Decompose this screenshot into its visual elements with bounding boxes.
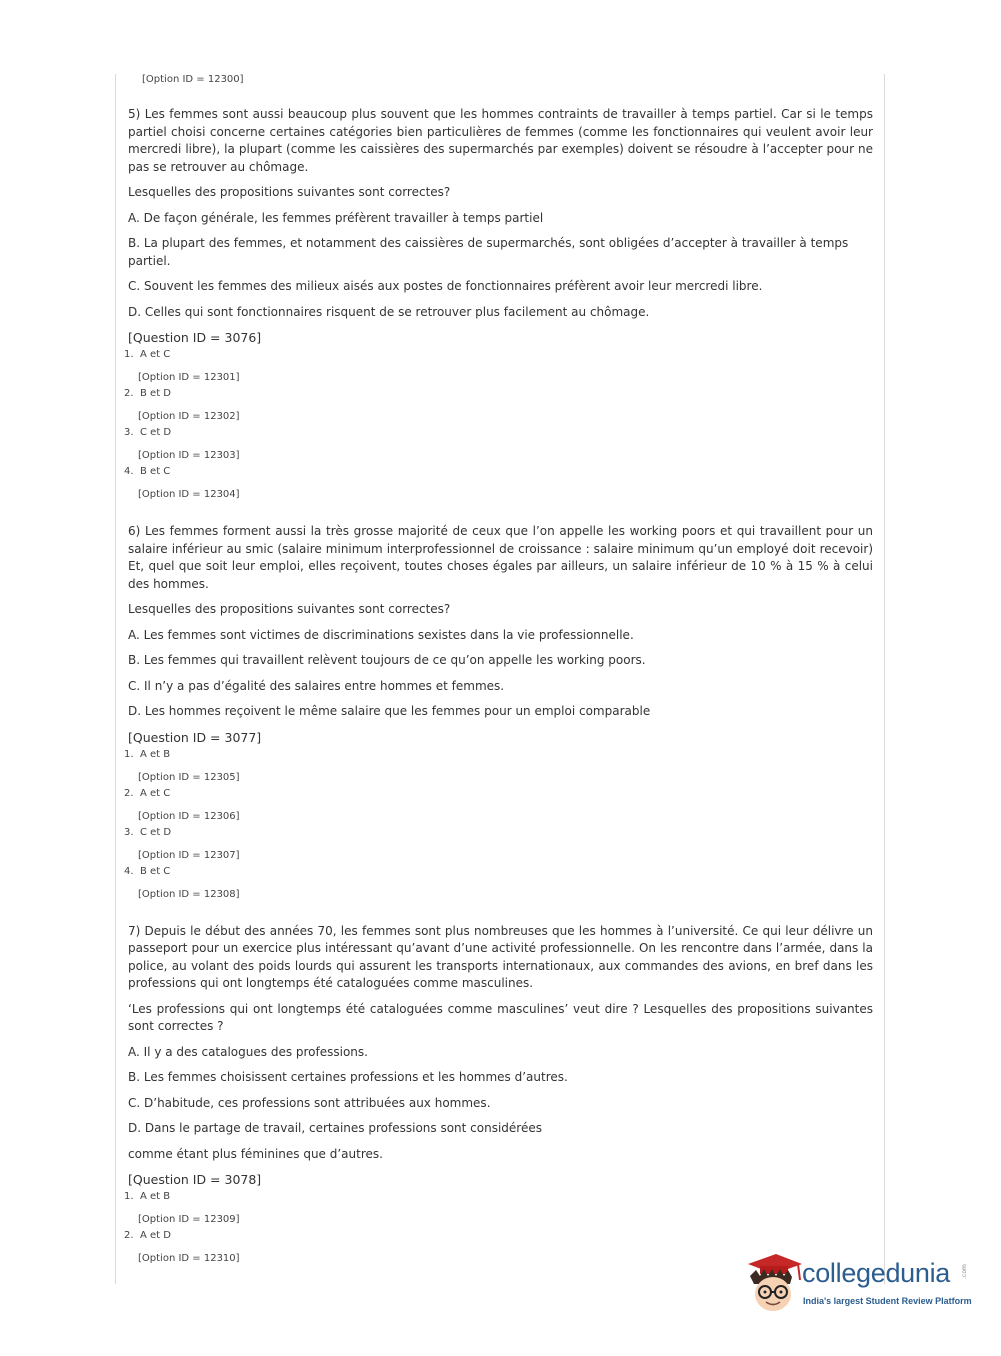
- option-label: B et C: [140, 466, 171, 477]
- answer-option[interactable]: [124, 464, 873, 503]
- statement: A. Il y a des catalogues des professions.: [128, 1044, 368, 1059]
- answer-option[interactable]: [124, 1189, 873, 1228]
- collegedunia-logo[interactable]: [742, 1250, 972, 1322]
- option-id: [Option ID = 12300]: [142, 74, 244, 85]
- statement: A. De façon générale, les femmes préfèrent travailler à temps partiel: [128, 210, 544, 225]
- option-label: C et D: [140, 826, 172, 838]
- option-id: [Option ID = 12306]: [138, 810, 240, 822]
- answer-option[interactable]: [124, 747, 873, 786]
- option-label: A et B: [140, 748, 171, 760]
- option-id: [Option ID = 12302]: [138, 411, 240, 422]
- option-label: A et C: [140, 787, 171, 799]
- statement: D. Dans le partage de travail, certaines professions sont considérées: [128, 1121, 542, 1135]
- option-id: [Option ID = 12303]: [138, 450, 240, 461]
- option-number: 2.: [124, 1230, 134, 1241]
- option-label: A et B: [140, 1191, 171, 1202]
- option-number: 3.: [124, 826, 134, 838]
- option-number: 1.: [124, 349, 134, 360]
- option-id: [Option ID = 12305]: [138, 771, 240, 783]
- question-text: 7) Depuis le début des années 70, les femmes sont plus nombreuses que les hommes à l’université. Ce qui leur délivre un passeport pour un exercice plus intéressant qu’avant d’une activité professionnelle. On les rencontre dans l’armée, dans la police, au volant des poids lourds qui assurent les transports internationaux, aux commandes des avions, en bref dans les professions qui ont longtemps été cataloguées comme masculines.: [128, 923, 873, 990]
- statement: C. D’habitude, ces professions sont attribuées aux hommes.: [128, 1095, 491, 1110]
- option-number: 4.: [124, 466, 134, 477]
- question-prompt: Lesquelles des propositions suivantes sont correctes?: [128, 185, 451, 199]
- logo-suffix: .com: [960, 1264, 968, 1279]
- option-label: A et C: [140, 349, 171, 360]
- question-id: [Question ID = 3078]: [128, 1172, 262, 1187]
- answer-option[interactable]: [124, 786, 873, 825]
- answer-option[interactable]: [124, 347, 873, 386]
- option-id: [Option ID = 12310]: [138, 1253, 240, 1264]
- option-number: 3.: [124, 427, 134, 438]
- answer-option[interactable]: [124, 386, 873, 425]
- question-text: 6) Les femmes forment aussi la très grosse majorité de ceux que l’on appelle les working poors et qui travaillent pour un salaire inférieur au smic (salaire minimum interprofessionnel de croissance : salaire minimum qu’un employé doit recevoir) Et, quel que soit leur emploi, elles reçoivent, toutes choses égales par ailleurs, un salaire inférieur de 10 % à 15 % à celui des hommes.: [128, 524, 873, 591]
- question-block: [124, 923, 873, 1268]
- option-id: [Option ID = 12309]: [138, 1214, 240, 1225]
- option-label: B et D: [140, 388, 171, 399]
- statement: B. Les femmes choisissent certaines professions et les hommes d’autres.: [128, 1070, 568, 1084]
- option-number: 2.: [124, 787, 134, 799]
- statement: A. Les femmes sont victimes de discriminations sexistes dans la vie professionnelle.: [128, 627, 634, 642]
- question-id: [Question ID = 3077]: [128, 729, 262, 745]
- option-id: [Option ID = 12304]: [138, 489, 240, 500]
- option-label: A et D: [140, 1230, 171, 1241]
- statement: C. Il n’y a pas d’égalité des salaires entre hommes et femmes.: [128, 678, 505, 693]
- question-prompt: ‘Les professions qui ont longtemps été cataloguées comme masculines’ veut dire ? Lesquelles des propositions suivantes sont correctes ?: [128, 1001, 873, 1033]
- statement: comme étant plus féminines que d’autres.: [128, 1146, 383, 1161]
- statement: B. La plupart des femmes, et notamment des caissières de supermarchés, sont obligées d’accepter à travailler à temps partiel.: [128, 236, 849, 268]
- logo-wordmark: collegedunia: [802, 1258, 951, 1288]
- question-prompt: Lesquelles des propositions suivantes sont correctes?: [128, 602, 451, 616]
- option-number: 2.: [124, 388, 134, 399]
- statement: D. Les hommes reçoivent le même salaire que les femmes pour un emploi comparable: [128, 704, 651, 718]
- option-id: [Option ID = 12301]: [138, 372, 240, 383]
- left-margin-rule: [115, 74, 116, 1284]
- option-number: 4.: [124, 865, 134, 877]
- right-margin-rule: [884, 74, 885, 1284]
- question-text: 5) Les femmes sont aussi beaucoup plus souvent que les hommes contraints de travailler à temps partiel. Car si le temps partiel choisi concerne certaines catégories bien particulières de femmes (comme les fonctionnaires qui veulent avoir leur mercredi libre), la plupart (comme les caissières des supermarchés par exemples) doivent se résoudre à l’accepter pour ne pas se retrouver au chômage.: [128, 107, 873, 174]
- question-paper: [124, 72, 873, 1267]
- answer-option[interactable]: [124, 864, 873, 903]
- option-id: [Option ID = 12308]: [138, 888, 240, 900]
- statement: B. Les femmes qui travaillent relèvent toujours de ce qu’on appelle les working poors.: [128, 653, 646, 667]
- option-number: 1.: [124, 1191, 134, 1202]
- logo-tagline: India's largest Student Review Platform: [803, 1296, 972, 1306]
- answer-option[interactable]: [124, 425, 873, 464]
- question-block: [124, 106, 873, 503]
- answer-option[interactable]: [124, 825, 873, 864]
- statement: C. Souvent les femmes des milieux aisés aux postes de fonctionnaires préfèrent avoir leur mercredi libre.: [128, 279, 763, 293]
- option-label: B et C: [140, 865, 171, 877]
- option-label: C et D: [140, 427, 172, 438]
- option-id: [Option ID = 12307]: [138, 849, 240, 861]
- question-id: [Question ID = 3076]: [128, 330, 262, 345]
- statement: D. Celles qui sont fonctionnaires risquent de se retrouver plus facilement au chômage.: [128, 304, 650, 319]
- option-number: 1.: [124, 748, 134, 760]
- question-block: [124, 523, 873, 903]
- mascot-icon: [742, 1250, 804, 1314]
